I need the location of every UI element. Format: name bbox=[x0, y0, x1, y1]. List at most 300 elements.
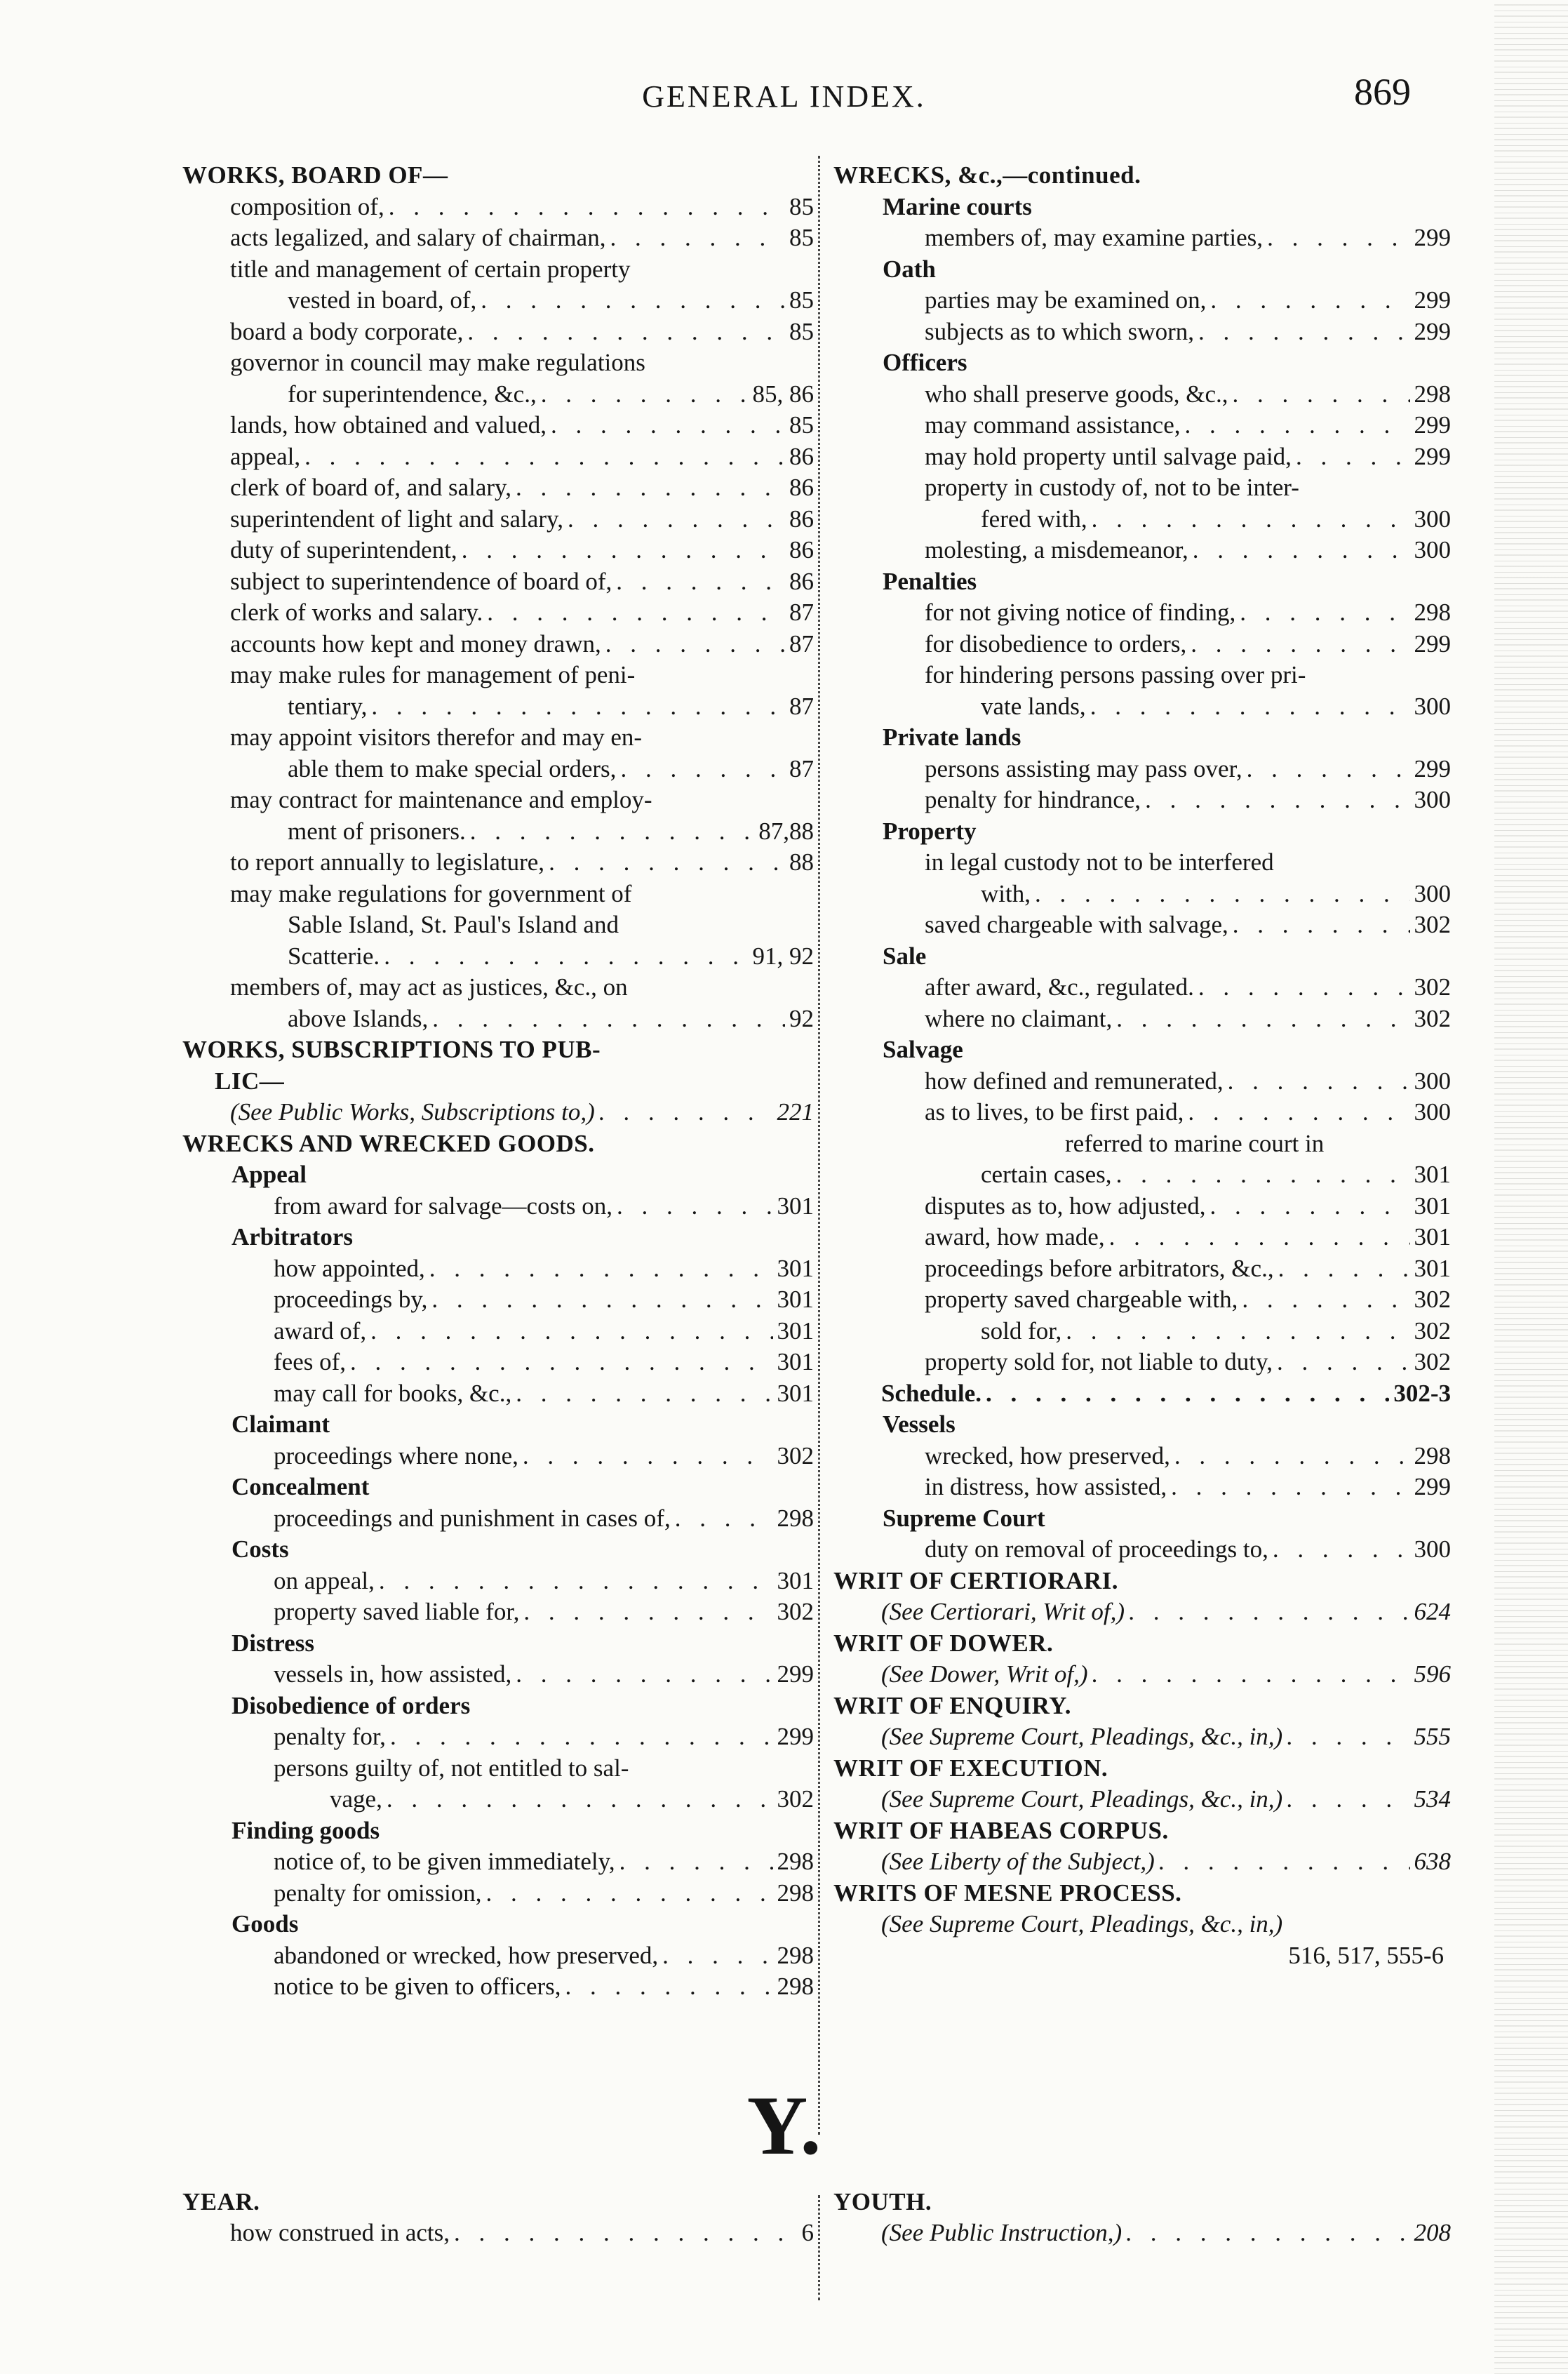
dot-leader bbox=[1188, 1097, 1409, 1128]
page-reference: 301 bbox=[777, 1316, 814, 1345]
dot-leader bbox=[1116, 1159, 1410, 1191]
entry-text: duty on removal of proceedings to, bbox=[925, 1535, 1268, 1563]
index-entry bbox=[182, 2218, 814, 2248]
left-column bbox=[182, 160, 814, 2003]
dot-leader bbox=[616, 566, 785, 598]
dot-leader bbox=[304, 441, 785, 473]
index-entry bbox=[833, 1472, 1451, 1503]
dot-leader bbox=[1171, 1472, 1409, 1503]
entry-text: (See Supreme Court, Pleadings, &c., in,) bbox=[881, 1723, 1283, 1750]
dot-leader bbox=[1066, 1316, 1409, 1347]
index-entry bbox=[182, 1596, 814, 1628]
index-heading: WRIT OF HABEAS CORPUS. bbox=[833, 1816, 1169, 1844]
dot-leader bbox=[1267, 222, 1409, 254]
index-entry bbox=[833, 629, 1451, 660]
entry-text: ment of prisoners. bbox=[288, 817, 466, 845]
index-entry bbox=[833, 441, 1451, 473]
index-entry bbox=[182, 566, 814, 598]
index-entry bbox=[833, 879, 1451, 910]
index-entry: members of, may act as justices, &c., on bbox=[230, 973, 628, 1001]
entry-text: Scatterie. bbox=[288, 942, 380, 970]
index-entry bbox=[182, 629, 814, 660]
index-entry: persons guilty of, not entitled to sal- bbox=[274, 1754, 629, 1782]
page-reference: 301 bbox=[1414, 1192, 1451, 1220]
index-heading: WRECKS AND WRECKED GOODS. bbox=[182, 1129, 595, 1157]
index-heading: YEAR. bbox=[182, 2188, 260, 2215]
dot-leader bbox=[370, 1316, 772, 1347]
index-subheading: Supreme Court bbox=[883, 1504, 1045, 1532]
index-subheading: Salvage bbox=[883, 1036, 963, 1063]
page-reference: 300 bbox=[1414, 692, 1451, 720]
entry-text: vage, bbox=[330, 1785, 382, 1813]
page-reference: 302 bbox=[777, 1598, 814, 1625]
index-entry bbox=[833, 1284, 1451, 1316]
index-entry bbox=[182, 1846, 814, 1878]
dot-leader bbox=[1092, 1659, 1410, 1691]
index-subheading: Property bbox=[883, 817, 977, 845]
index-entry bbox=[182, 222, 814, 254]
dot-leader bbox=[389, 192, 785, 223]
index-entry bbox=[833, 1659, 1451, 1691]
index-subheading: Costs bbox=[232, 1535, 289, 1563]
page-reference: 298 bbox=[1414, 380, 1451, 408]
dot-leader bbox=[610, 222, 785, 254]
dot-leader bbox=[1277, 1347, 1410, 1378]
page-reference: 85 bbox=[789, 192, 814, 220]
entry-text: sold for, bbox=[981, 1316, 1062, 1345]
index-entry bbox=[833, 222, 1451, 254]
entry-text: from award for salvage—costs on, bbox=[274, 1192, 613, 1220]
index-entry bbox=[833, 1534, 1451, 1566]
page-reference: 298 bbox=[1414, 1441, 1451, 1469]
dot-leader bbox=[1126, 2218, 1409, 2248]
entry-text: as to lives, to be first paid, bbox=[925, 1098, 1184, 1126]
index-heading: WRIT OF EXECUTION. bbox=[833, 1754, 1108, 1782]
index-subheading: Penalties bbox=[883, 567, 977, 595]
page-reference: 299 bbox=[1414, 317, 1451, 345]
page-reference: 87 bbox=[789, 754, 814, 782]
dot-leader bbox=[523, 1596, 772, 1628]
page-reference: 6 bbox=[801, 2219, 814, 2246]
index-entry bbox=[833, 410, 1451, 441]
index-entry bbox=[182, 1971, 814, 2003]
page-reference: 300 bbox=[1414, 1535, 1451, 1563]
dot-leader bbox=[1287, 1784, 1409, 1815]
dot-leader bbox=[429, 1253, 773, 1285]
entry-text: property saved liable for, bbox=[274, 1598, 520, 1625]
entry-text: lands, how obtained and valued, bbox=[230, 411, 547, 439]
entry-text: how defined and remunerated, bbox=[925, 1067, 1224, 1095]
index-entry bbox=[182, 1878, 814, 1909]
entry-text: fered with, bbox=[981, 505, 1087, 533]
page-reference: 86 bbox=[789, 567, 814, 595]
index-heading: YOUTH. bbox=[833, 2188, 932, 2215]
index-entry bbox=[182, 1441, 814, 1472]
entry-text: abandoned or wrecked, how preserved, bbox=[274, 1941, 659, 1969]
entry-text: wrecked, how preserved, bbox=[925, 1441, 1170, 1469]
index-entry bbox=[833, 1159, 1451, 1191]
index-entry bbox=[833, 597, 1451, 629]
page-reference: 86 bbox=[789, 442, 814, 470]
entry-text: to report annually to legislature, bbox=[230, 848, 545, 876]
entry-text: vate lands, bbox=[981, 692, 1086, 720]
dot-leader bbox=[516, 1659, 772, 1691]
index-entry bbox=[182, 1784, 814, 1815]
page-reference: 86 bbox=[789, 505, 814, 533]
index-subheading: Private lands bbox=[883, 723, 1021, 751]
entry-text: Schedule. bbox=[881, 1379, 981, 1407]
entry-text: fees of, bbox=[274, 1348, 347, 1375]
entry-text: molesting, a misdemeanor, bbox=[925, 536, 1188, 564]
entry-text: may hold property until salvage paid, bbox=[925, 442, 1292, 470]
dot-leader bbox=[1233, 909, 1410, 941]
index-entry bbox=[182, 441, 814, 473]
page-reference: 88 bbox=[789, 848, 814, 876]
dot-leader bbox=[1145, 785, 1409, 816]
page-reference: 86 bbox=[789, 474, 814, 501]
page-reference: 87,88 bbox=[758, 817, 814, 845]
dot-leader bbox=[1092, 504, 1410, 535]
dot-leader bbox=[599, 1097, 773, 1128]
page-reference: 298 bbox=[777, 1504, 814, 1532]
section-letter: Y. bbox=[746, 2079, 822, 2172]
dot-leader bbox=[1184, 410, 1409, 441]
index-entry bbox=[833, 535, 1451, 566]
entry-text: vested in board, of, bbox=[288, 286, 477, 314]
index-entry: may appoint visitors therefor and may en- bbox=[230, 723, 643, 751]
cross-reference: (See Supreme Court, Pleadings, &c., in,) bbox=[881, 1910, 1283, 1938]
dot-leader bbox=[486, 1878, 773, 1909]
dot-leader bbox=[1090, 691, 1410, 723]
page-reference: 300 bbox=[1414, 879, 1451, 907]
dot-leader bbox=[1116, 1003, 1409, 1035]
index-entry bbox=[833, 1721, 1451, 1753]
dot-leader bbox=[431, 1284, 772, 1316]
index-heading: LIC— bbox=[215, 1067, 285, 1095]
entry-text: above Islands, bbox=[288, 1004, 429, 1032]
index-entry: may make rules for management of peni- bbox=[230, 661, 636, 688]
index-entry bbox=[833, 754, 1451, 785]
dot-leader bbox=[1193, 535, 1410, 566]
page-reference: 624 bbox=[1414, 1598, 1451, 1625]
entry-text: duty of superintendent, bbox=[230, 536, 457, 564]
entry-text: (See Certiorari, Writ of,) bbox=[881, 1598, 1125, 1625]
column-divider bbox=[818, 156, 820, 2135]
page-reference: 596 bbox=[1414, 1660, 1451, 1688]
page-reference: 301 bbox=[777, 1348, 814, 1375]
index-entry bbox=[182, 1191, 814, 1222]
page-reference: 299 bbox=[1414, 286, 1451, 314]
index-entry bbox=[182, 1284, 814, 1316]
dot-leader bbox=[371, 691, 785, 723]
entry-text: notice to be given to officers, bbox=[274, 1973, 561, 2000]
index-entry bbox=[182, 1566, 814, 1597]
entry-text: appeal, bbox=[230, 442, 301, 470]
index-entry bbox=[833, 1846, 1451, 1878]
page-reference: 301 bbox=[1414, 1223, 1451, 1251]
dot-leader bbox=[541, 379, 749, 411]
entry-text: (See Supreme Court, Pleadings, &c., in,) bbox=[881, 1785, 1283, 1813]
index-entry: for hindering persons passing over pri- bbox=[925, 661, 1306, 688]
dot-leader bbox=[516, 472, 785, 504]
index-subheading: Disobedience of orders bbox=[232, 1691, 471, 1719]
index-entry bbox=[833, 1066, 1451, 1098]
index-entry bbox=[182, 1378, 814, 1410]
index-entry: property in custody of, not to be inter- bbox=[925, 474, 1299, 501]
dot-leader bbox=[1159, 1846, 1410, 1878]
page-reference: 300 bbox=[1414, 505, 1451, 533]
index-subheading: Sale bbox=[883, 942, 927, 970]
index-entry bbox=[182, 1503, 814, 1535]
page-reference: 299 bbox=[1414, 411, 1451, 439]
index-heading: WRIT OF CERTIORARI. bbox=[833, 1566, 1118, 1594]
index-entry bbox=[182, 379, 814, 411]
index-entry bbox=[182, 1316, 814, 1347]
dot-leader bbox=[1233, 379, 1410, 411]
index-entry bbox=[182, 410, 814, 441]
index-heading: WRECKS, &c.,—continued. bbox=[833, 161, 1141, 189]
page-reference: 302 bbox=[1414, 973, 1451, 1001]
index-subheading: Marine courts bbox=[883, 192, 1032, 220]
page-reference: 299 bbox=[1414, 442, 1451, 470]
index-entry bbox=[833, 1441, 1451, 1472]
index-entry bbox=[182, 1347, 814, 1378]
dot-leader bbox=[454, 2218, 798, 2248]
index-entry bbox=[182, 1253, 814, 1285]
entry-text: proceedings before arbitrators, &c., bbox=[925, 1254, 1274, 1282]
dot-leader bbox=[1228, 1066, 1410, 1098]
index-entry bbox=[182, 1940, 814, 1972]
entry-text: vessels in, how assisted, bbox=[274, 1660, 512, 1688]
dot-leader bbox=[1296, 441, 1410, 473]
index-entry bbox=[833, 285, 1451, 316]
page-reference: 298 bbox=[777, 1848, 814, 1875]
index-entry bbox=[182, 1721, 814, 1753]
dot-leader bbox=[565, 1971, 773, 2003]
page-edge-shadow bbox=[1494, 0, 1568, 2374]
page-references: 516, 517, 555-6 bbox=[1288, 1941, 1444, 1969]
entry-text: (See Liberty of the Subject,) bbox=[881, 1848, 1155, 1875]
dot-leader bbox=[1240, 597, 1409, 629]
index-entry bbox=[833, 1596, 1451, 1628]
dot-leader bbox=[620, 754, 785, 785]
page-reference: 298 bbox=[1414, 599, 1451, 626]
index-entry bbox=[833, 316, 1451, 348]
page-reference: 85 bbox=[789, 286, 814, 314]
index-entry bbox=[182, 192, 814, 223]
running-title: GENERAL INDEX. bbox=[642, 79, 926, 114]
entry-text: composition of, bbox=[230, 192, 384, 220]
entry-text: certain cases, bbox=[981, 1161, 1112, 1188]
bottom-right-column bbox=[833, 2187, 1451, 2248]
index-subheading: Distress bbox=[232, 1629, 314, 1657]
page-reference: 299 bbox=[777, 1723, 814, 1750]
entry-text: proceedings by, bbox=[274, 1286, 428, 1313]
index-entry bbox=[833, 1347, 1451, 1378]
index-entry: may make regulations for government of bbox=[230, 879, 632, 907]
page-reference: 555 bbox=[1414, 1723, 1451, 1750]
entry-text: penalty for omission, bbox=[274, 1879, 482, 1907]
entry-text: with, bbox=[981, 879, 1031, 907]
page-reference: 91, 92 bbox=[752, 942, 814, 970]
index-entry bbox=[182, 941, 814, 973]
page-reference: 299 bbox=[1414, 224, 1451, 251]
index-heading: WRITS OF MESNE PROCESS. bbox=[833, 1879, 1182, 1907]
index-entry bbox=[833, 1222, 1451, 1253]
index-entry-continuation: referred to marine court in bbox=[1065, 1129, 1325, 1157]
entry-text: notice of, to be given immediately, bbox=[274, 1848, 615, 1875]
entry-text: may call for books, &c., bbox=[274, 1379, 512, 1407]
entry-text: proceedings where none, bbox=[274, 1441, 518, 1469]
dot-leader bbox=[1247, 754, 1410, 785]
page-reference: 85 bbox=[789, 317, 814, 345]
entry-text: how appointed, bbox=[274, 1254, 425, 1282]
entry-text: how construed in acts, bbox=[230, 2219, 450, 2246]
index-heading: WRIT OF DOWER. bbox=[833, 1629, 1054, 1657]
page-reference: 85 bbox=[789, 411, 814, 439]
index-entry bbox=[833, 691, 1451, 723]
index-entry-continuation: Sable Island, St. Paul's Island and bbox=[288, 911, 619, 938]
index-subheading: Vessels bbox=[883, 1411, 956, 1438]
index-subheading: Claimant bbox=[232, 1411, 330, 1438]
page-reference: 221 bbox=[777, 1098, 814, 1126]
index-entry: title and management of certain property bbox=[230, 255, 631, 283]
index-entry bbox=[833, 785, 1451, 816]
index-entry bbox=[182, 754, 814, 785]
page-reference: 300 bbox=[1414, 1067, 1451, 1095]
dot-leader bbox=[1242, 1284, 1409, 1316]
dot-leader bbox=[1191, 629, 1409, 660]
index-entry bbox=[182, 316, 814, 348]
index-entry bbox=[182, 285, 814, 316]
dot-leader bbox=[617, 1191, 772, 1222]
index-entry bbox=[833, 1253, 1451, 1285]
index-entry bbox=[833, 2218, 1451, 2248]
entry-text: disputes as to, how adjusted, bbox=[925, 1192, 1206, 1220]
entry-text: subject to superintendence of board of, bbox=[230, 567, 612, 595]
index-entry bbox=[182, 816, 814, 848]
page-reference: 534 bbox=[1414, 1785, 1451, 1813]
index-heading: WORKS, SUBSCRIPTIONS TO PUB- bbox=[182, 1036, 601, 1063]
index-heading: WRIT OF ENQUIRY. bbox=[833, 1691, 1072, 1719]
dot-leader bbox=[350, 1347, 772, 1378]
page-reference: 87 bbox=[789, 692, 814, 720]
index-entry: governor in council may make regulations bbox=[230, 349, 645, 376]
index-subheading: Oath bbox=[883, 255, 936, 283]
index-entry bbox=[182, 1003, 814, 1035]
page-reference: 301 bbox=[777, 1192, 814, 1220]
entry-text: may command assistance, bbox=[925, 411, 1181, 439]
dot-leader bbox=[462, 535, 785, 566]
dot-leader bbox=[487, 597, 785, 629]
entry-text: where no claimant, bbox=[925, 1004, 1113, 1032]
page-reference: 638 bbox=[1414, 1848, 1451, 1875]
dot-leader bbox=[1129, 1596, 1409, 1628]
dot-leader bbox=[384, 941, 748, 973]
column-divider-bottom bbox=[818, 2195, 820, 2300]
entry-text: acts legalized, and salary of chairman, bbox=[230, 224, 606, 251]
index-entry: in legal custody not to be interfered bbox=[925, 848, 1274, 876]
entry-text: superintendent of light and salary, bbox=[230, 505, 563, 533]
index-subheading: Appeal bbox=[232, 1161, 307, 1188]
page-reference: 302 bbox=[1414, 1316, 1451, 1345]
page-reference: 302 bbox=[1414, 1004, 1451, 1032]
page-reference: 302 bbox=[777, 1785, 814, 1813]
index-entry bbox=[833, 379, 1451, 411]
entry-text: for not giving notice of finding, bbox=[925, 599, 1236, 626]
dot-leader bbox=[523, 1441, 773, 1472]
page-reference: 302-3 bbox=[1393, 1379, 1451, 1407]
dot-leader bbox=[1174, 1441, 1410, 1472]
page-reference: 299 bbox=[1414, 629, 1451, 658]
index-entry bbox=[182, 472, 814, 504]
entry-text: (See Public Instruction,) bbox=[881, 2219, 1123, 2246]
dot-leader bbox=[1198, 316, 1410, 348]
entry-text: accounts how kept and money drawn, bbox=[230, 629, 601, 658]
index-entry bbox=[833, 1316, 1451, 1347]
entry-text: board a body corporate, bbox=[230, 317, 464, 345]
entry-text: property saved chargeable with, bbox=[925, 1286, 1238, 1313]
index-entry bbox=[833, 972, 1451, 1003]
dot-leader bbox=[379, 1566, 773, 1597]
entry-text: after award, &c., regulated. bbox=[925, 973, 1194, 1001]
index-entry bbox=[182, 535, 814, 566]
index-entry: may contract for maintenance and employ- bbox=[230, 786, 652, 813]
dot-leader bbox=[390, 1721, 773, 1753]
page-reference: 301 bbox=[777, 1286, 814, 1313]
index-entry bbox=[182, 504, 814, 535]
dot-leader bbox=[662, 1940, 772, 1972]
dot-leader bbox=[470, 816, 755, 848]
dot-leader bbox=[1035, 879, 1410, 910]
page-reference: 85, 86 bbox=[752, 380, 814, 408]
page-reference: 85 bbox=[789, 224, 814, 251]
entry-text: subjects as to which sworn, bbox=[925, 317, 1194, 345]
page-reference: 298 bbox=[777, 1879, 814, 1907]
entry-text: for disobedience to orders, bbox=[925, 629, 1187, 658]
entry-text: who shall preserve goods, &c., bbox=[925, 380, 1228, 408]
dot-leader bbox=[1198, 972, 1410, 1003]
entry-text: penalty for, bbox=[274, 1723, 386, 1750]
entry-text: parties may be examined on, bbox=[925, 286, 1207, 314]
dot-leader bbox=[986, 1378, 1389, 1410]
page-reference: 302 bbox=[1414, 1348, 1451, 1375]
dot-leader bbox=[1273, 1534, 1410, 1566]
page-reference: 300 bbox=[1414, 536, 1451, 564]
dot-leader bbox=[1210, 1191, 1410, 1222]
index-subheading: Arbitrators bbox=[232, 1223, 354, 1251]
entry-text: clerk of works and salary. bbox=[230, 599, 483, 626]
dot-leader bbox=[675, 1503, 773, 1535]
entry-text: on appeal, bbox=[274, 1566, 375, 1594]
index-entry bbox=[833, 1003, 1451, 1035]
page-reference: 300 bbox=[1414, 786, 1451, 813]
page-reference: 298 bbox=[777, 1941, 814, 1969]
dot-leader bbox=[551, 410, 785, 441]
page-reference: 302 bbox=[777, 1441, 814, 1469]
dot-leader bbox=[481, 285, 785, 316]
entry-text: property sold for, not liable to duty, bbox=[925, 1348, 1273, 1375]
index-entry bbox=[833, 1784, 1451, 1815]
entry-text: for superintendence, &c., bbox=[288, 380, 537, 408]
index-entry bbox=[182, 1659, 814, 1691]
dot-leader bbox=[568, 504, 785, 535]
page-reference: 87 bbox=[789, 599, 814, 626]
index-entry bbox=[833, 909, 1451, 941]
entry-text: able them to make special orders, bbox=[288, 754, 617, 782]
page-reference: 302 bbox=[1414, 1286, 1451, 1313]
entry-text: members of, may examine parties, bbox=[925, 224, 1264, 251]
